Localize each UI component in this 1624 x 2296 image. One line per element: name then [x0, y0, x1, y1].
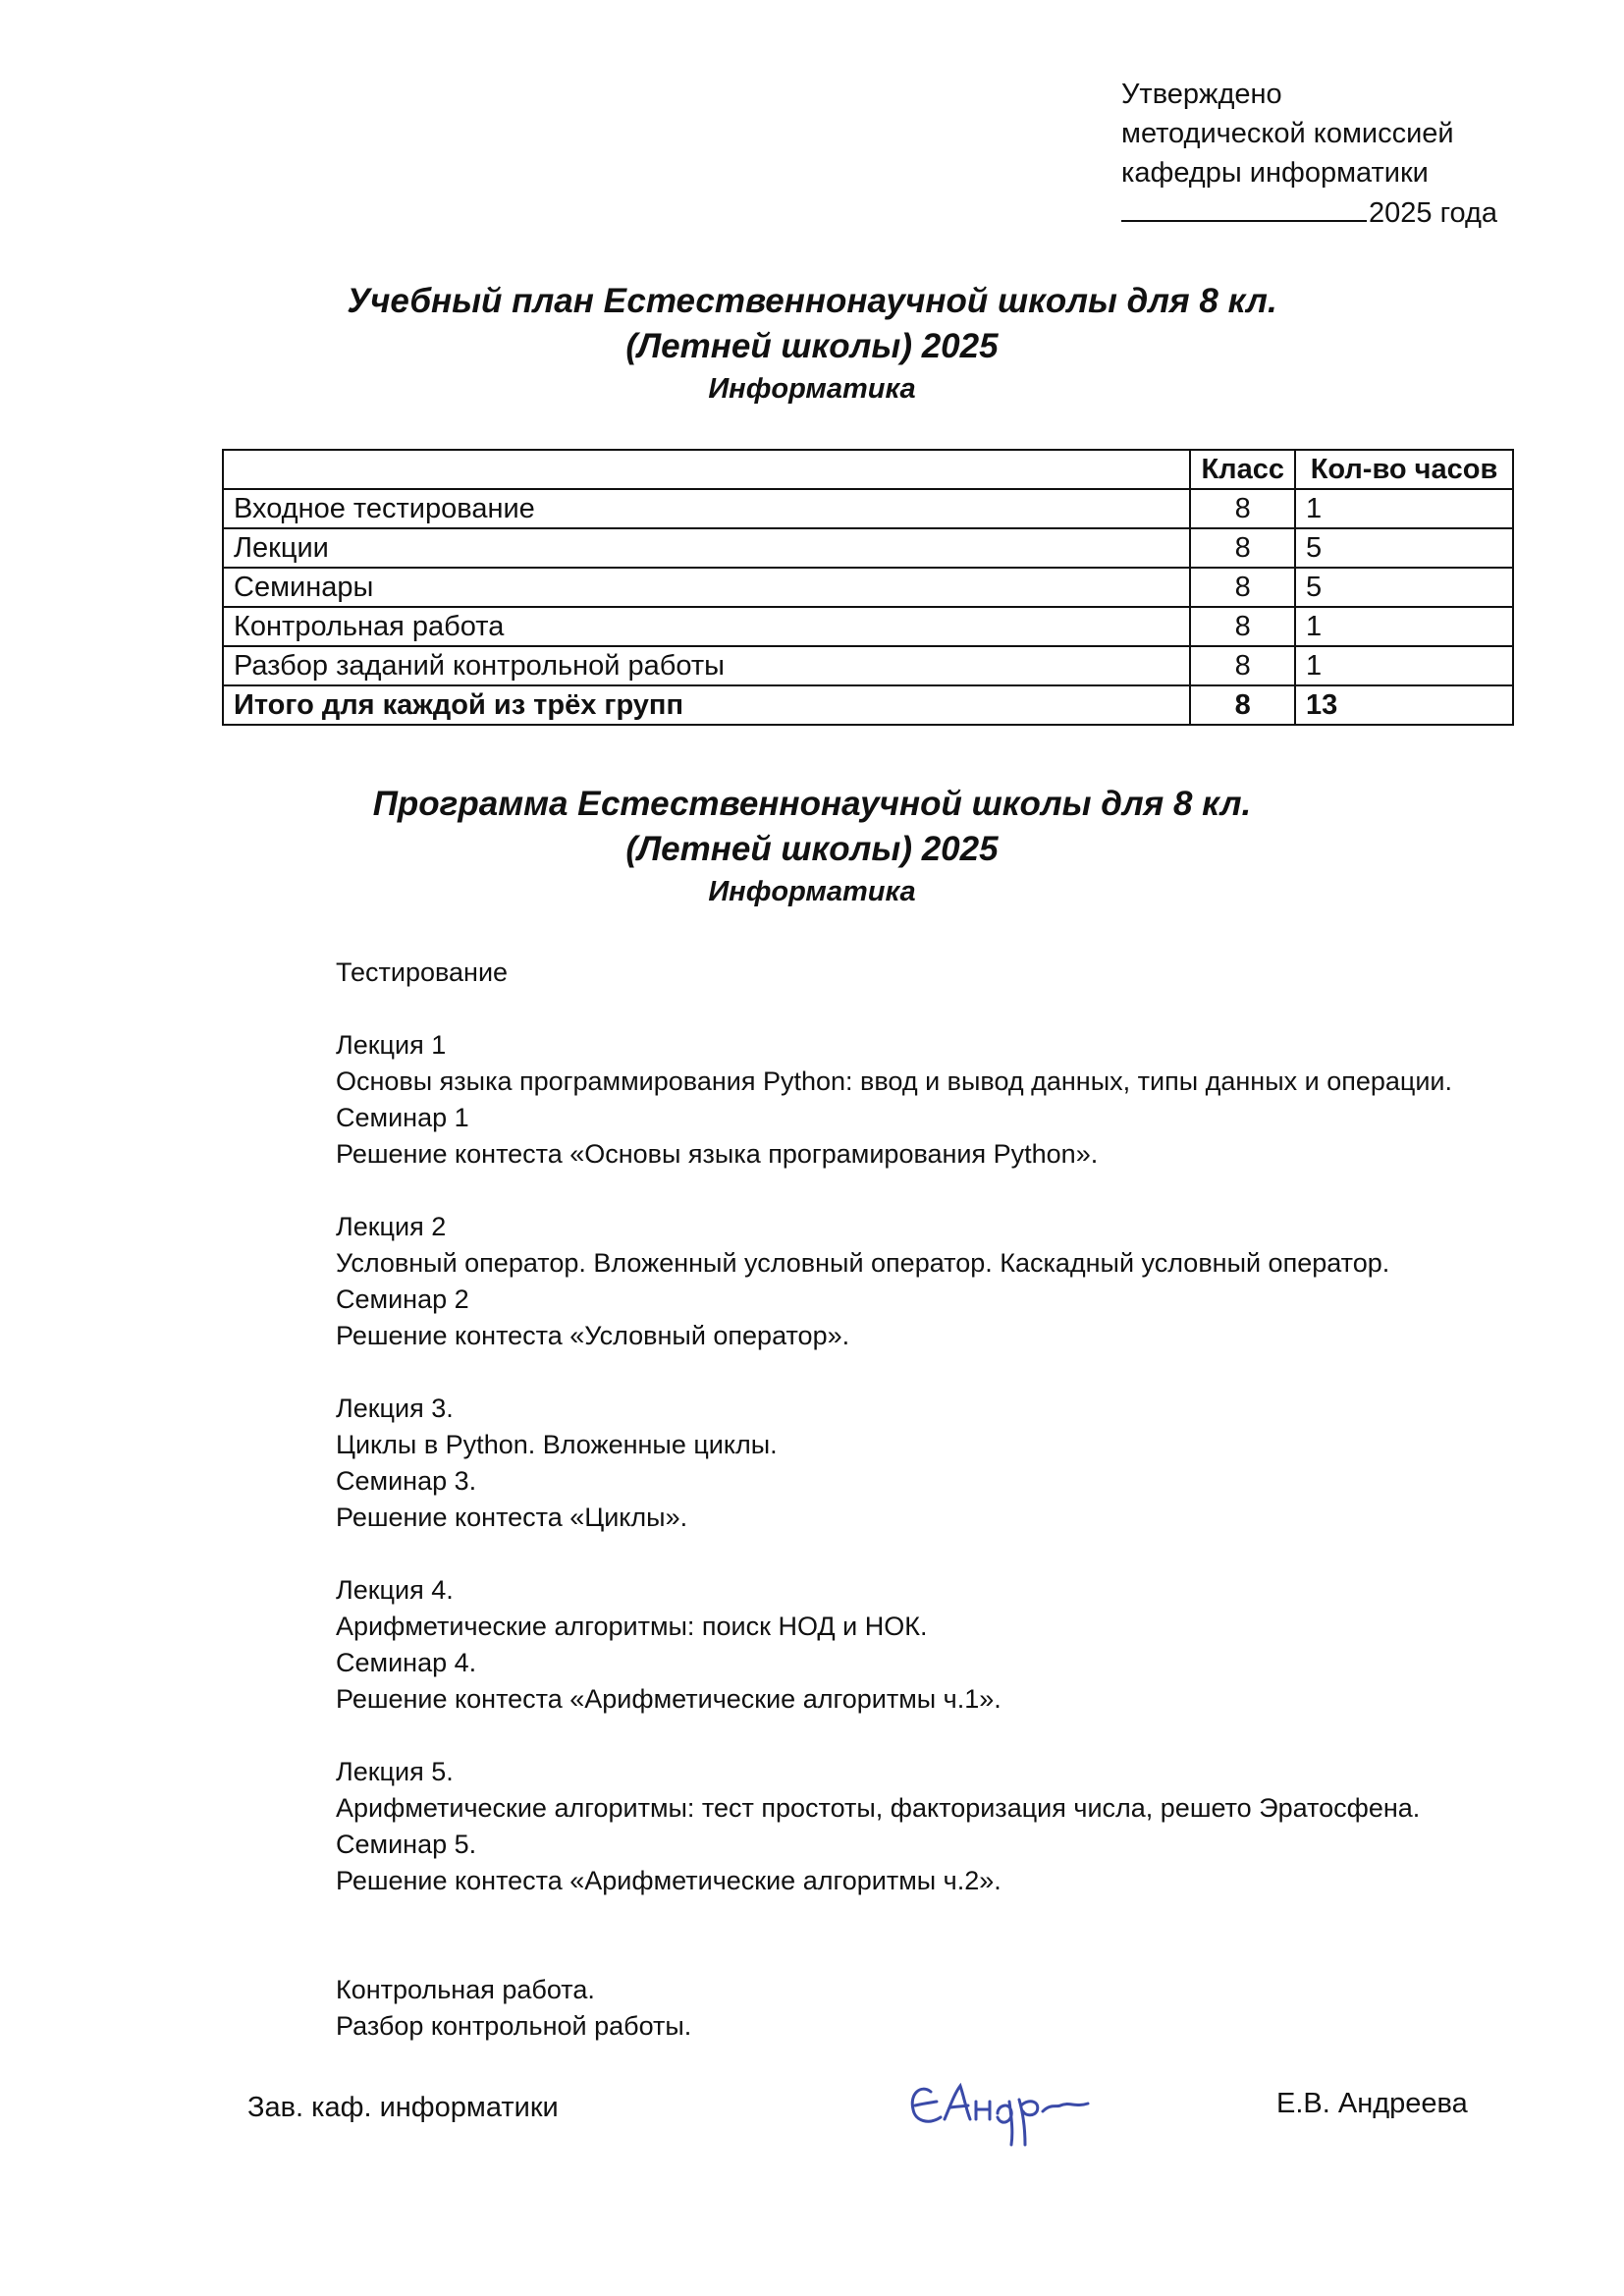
approval-date-blank — [1121, 192, 1367, 222]
seminar-topic: Решение контеста «Условный оператор». — [336, 1321, 850, 1350]
header-cell-class: Класс — [1190, 450, 1295, 489]
approval-line-1: Утверждено — [1121, 79, 1282, 110]
program-heading — [0, 782, 1624, 911]
program-subject: Информатика — [708, 876, 916, 907]
lecture-topic: Основы языка программирования Python: ввод и вывод данных, типы данных и операции. — [336, 1066, 1453, 1096]
row-hours: 1 — [1295, 646, 1513, 685]
approval-year: 2025 года — [1369, 197, 1498, 229]
lecture-title: Лекция 5. — [336, 1757, 454, 1786]
plan-title-line-2: (Летней школы) 2025 — [625, 327, 999, 365]
plan-subject: Информатика — [708, 373, 916, 405]
lecture-topic: Циклы в Python. Вложенные циклы. — [336, 1430, 778, 1459]
lecture-title: Лекция 2 — [336, 1212, 447, 1241]
lecture-title: Лекция 4. — [336, 1575, 454, 1605]
seminar-title: Семинар 2 — [336, 1285, 469, 1314]
program-list — [336, 955, 1452, 2045]
row-hours: 1 — [1295, 607, 1513, 646]
handwritten-signature — [903, 2062, 1110, 2151]
row-hours: 5 — [1295, 528, 1513, 568]
control-work: Контрольная работа. — [336, 1975, 595, 2004]
row-class: 8 — [1190, 646, 1295, 685]
control-review: Разбор контрольной работы. — [336, 2011, 692, 2041]
table-row — [223, 489, 1513, 528]
study-plan-table — [222, 449, 1514, 726]
approval-line-3: кафедры информатики — [1121, 157, 1429, 189]
lecture-topic: Арифметические алгоритмы: поиск НОД и НОК. — [336, 1612, 928, 1641]
row-class: 8 — [1190, 528, 1295, 568]
row-activity: Разбор заданий контрольной работы — [223, 646, 1190, 685]
lecture-topic: Арифметические алгоритмы: тест простоты, факторизация числа, решето Эратосфена. — [336, 1793, 1421, 1823]
lecture-topic: Условный оператор. Вложенный условный оператор. Каскадный условный оператор. — [336, 1248, 1390, 1278]
head-of-department-name: Е.В. Андреева — [1276, 2088, 1468, 2119]
total-label: Итого для каждой из трёх групп — [223, 685, 1190, 725]
lecture-title: Лекция 1 — [336, 1030, 447, 1060]
head-of-department-position: Зав. каф. информатики — [247, 2092, 559, 2123]
seminar-title: Семинар 5. — [336, 1830, 477, 1859]
row-hours: 1 — [1295, 489, 1513, 528]
seminar-title: Семинар 4. — [336, 1648, 477, 1677]
approval-line-2: методической комиссией — [1121, 118, 1454, 149]
plan-heading — [0, 279, 1624, 409]
seminar-topic: Решение контеста «Арифметические алгоритмы ч.2». — [336, 1866, 1001, 1895]
total-class: 8 — [1190, 685, 1295, 725]
row-class: 8 — [1190, 568, 1295, 607]
row-class: 8 — [1190, 489, 1295, 528]
row-activity: Семинары — [223, 568, 1190, 607]
seminar-topic: Решение контеста «Основы языка програмирования Python». — [336, 1139, 1099, 1169]
program-testing: Тестирование — [336, 957, 509, 987]
header-cell-hours: Кол-во часов — [1295, 450, 1513, 489]
table-row — [223, 568, 1513, 607]
approval-date-line — [1121, 192, 1497, 233]
total-hours: 13 — [1295, 685, 1513, 725]
lecture-title: Лекция 3. — [336, 1394, 454, 1423]
table-total-row — [223, 685, 1513, 725]
header-cell-subject — [223, 450, 1190, 489]
program-title-line-2: (Летней школы) 2025 — [625, 830, 999, 868]
row-activity: Контрольная работа — [223, 607, 1190, 646]
table-row — [223, 528, 1513, 568]
row-class: 8 — [1190, 607, 1295, 646]
row-activity: Входное тестирование — [223, 489, 1190, 528]
seminar-topic: Решение контеста «Циклы». — [336, 1503, 688, 1532]
table-row — [223, 607, 1513, 646]
program-title-line-1: Программа Естественнонаучной школы для 8 кл. — [372, 785, 1252, 823]
seminar-topic: Решение контеста «Арифметические алгоритмы ч.1». — [336, 1684, 1001, 1714]
seminar-title: Семинар 3. — [336, 1466, 477, 1496]
table-header-row — [223, 450, 1513, 489]
plan-title-line-1: Учебный план Естественнонаучной школы для 8 кл. — [347, 282, 1277, 320]
table-row — [223, 646, 1513, 685]
row-hours: 5 — [1295, 568, 1513, 607]
seminar-title: Семинар 1 — [336, 1103, 469, 1132]
approval-block — [1121, 75, 1497, 233]
row-activity: Лекции — [223, 528, 1190, 568]
